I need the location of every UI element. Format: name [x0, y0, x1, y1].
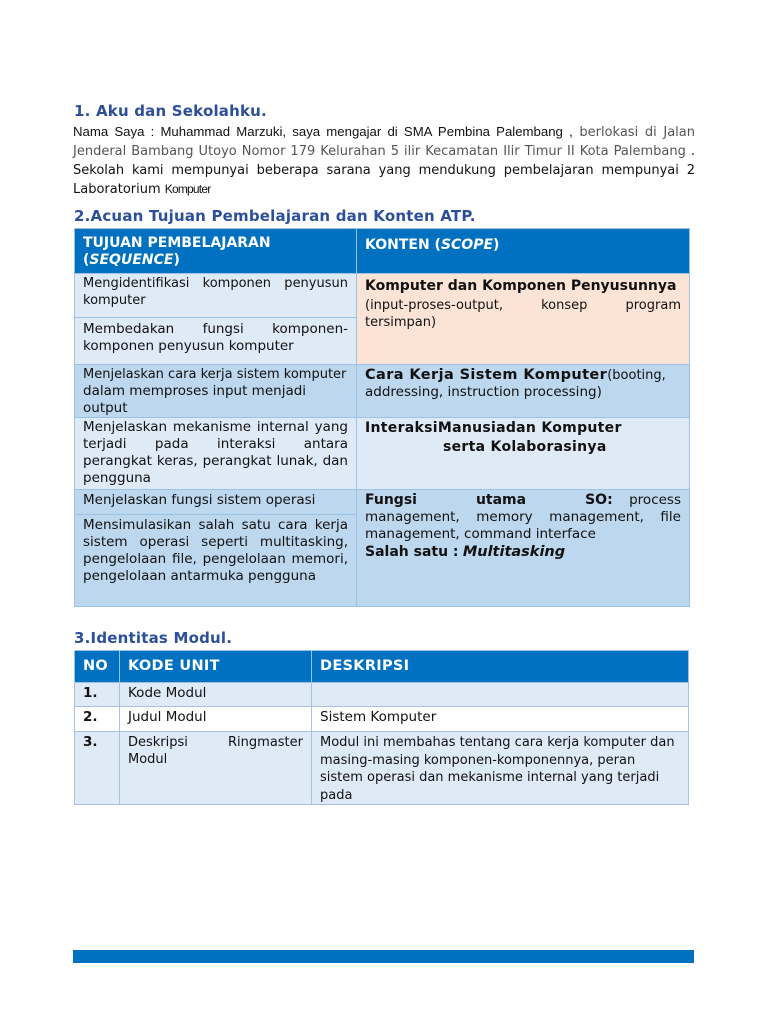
- atp-table: [74, 228, 690, 607]
- intro-text: Nama Saya : Muhammad Marzuki, saya mengajar di SMA Pembina Palembang ,: [73, 124, 573, 139]
- konten-3-text-a: (booting,: [607, 368, 666, 383]
- konten-1-title: Komputer dan Komponen Penyusunnya: [365, 278, 677, 294]
- atp-header-tujuan: TUJUAN PEMBELAJARAN (SEQUENCE): [75, 229, 357, 274]
- atp-header-konten: KONTEN (SCOPE): [357, 229, 690, 274]
- atp-row-5-konten: [357, 490, 690, 607]
- atp-row-1-tujuan: Mengidentifikasi komponen penyusun komputer: [75, 274, 357, 318]
- section-2-heading: 2.Acuan Tujuan Pembelajaran dan Konten ATP.: [74, 207, 476, 225]
- atp-row-3-tujuan: [75, 365, 357, 418]
- atp-row-2-tujuan: Membedakan fungsi komponen-komponen penyusun komputer: [75, 318, 357, 365]
- tujuan-3-line-b: dalam memproses input menjadi output: [83, 383, 307, 416]
- tujuan-3-line-a: Menjelaskan cara kerja sistem komputer: [83, 367, 347, 382]
- konten-5-salah-satu: Salah satu :: [365, 544, 459, 560]
- module-row-desc: Modul ini membahas tentang cara kerja komputer dan masing-masing komponen-komponennya, peran sistem operasi dan mekanisme internal yang terjadi pada: [312, 732, 689, 805]
- konten-4-line-a: InteraksiManusiadan Komputer: [365, 420, 622, 436]
- module-header-kode-unit: KODE UNIT: [120, 651, 312, 683]
- atp-row-3-konten: [357, 365, 690, 418]
- konten-4-line-b: serta Kolaborasinya: [443, 439, 607, 455]
- table-row: [75, 707, 689, 732]
- module-header-no: NO: [75, 651, 120, 683]
- module-header-deskripsi: DESKRIPSI: [312, 651, 689, 683]
- module-row-no: 1.: [75, 683, 120, 707]
- atp-row-5-tujuan: Menjelaskan fungsi sistem operasi: [75, 490, 357, 515]
- section-3-heading: 3.Identitas Modul.: [74, 629, 233, 647]
- module-row-no: 2.: [75, 707, 120, 732]
- school-facilities-text: . Sekolah kami mempunyai beberapa sarana yang mendukung pembelajaran mempunyai 2 Laboratorium: [73, 144, 695, 197]
- section-1-paragraph: [73, 123, 695, 199]
- module-row-no: 3.: [75, 732, 120, 805]
- konten-1-subtitle: (input-proses-output, konsep program tersimpan): [365, 298, 681, 330]
- module-row-unit: Kode Modul: [120, 683, 312, 707]
- module-row-unit: Judul Modul: [120, 707, 312, 732]
- lab-komputer-text: Komputer: [164, 182, 211, 196]
- konten-3-title: Cara Kerja Sistem Komputer: [365, 367, 608, 383]
- atp-row-6-tujuan: Mensimulasikan salah satu cara kerja sistem operasi seperti multitasking, pengelolaan file, pengelolaan memori, pengelolaan antarmuka pengguna: [75, 515, 357, 607]
- module-row-unit: Deskripsi Ringmaster Modul: [120, 732, 312, 805]
- table-row: [75, 683, 689, 707]
- module-row-desc: Sistem Komputer: [312, 707, 689, 732]
- module-row-desc: [312, 683, 689, 707]
- footer-bar: [73, 950, 694, 963]
- konten-5-multitasking: Multitasking: [462, 544, 566, 560]
- atp-row-4-tujuan: Menjelaskan mekanisme internal yang terjadi pada interaksi antara perangkat keras, perangkat lunak, dan pengguna: [75, 418, 357, 490]
- table-row: [75, 732, 689, 805]
- atp-row-4-konten: [357, 418, 690, 490]
- atp-row-1-konten: [357, 274, 690, 365]
- konten-5-text: process management, memory management, file management, command interface: [365, 492, 681, 542]
- school-location-text: berlokasi di Jalan Jenderal Bambang Utoyo Nomor 179 Kelurahan 5 ilir Kecamatan Ilir Timur II Kota Palembang: [73, 125, 695, 159]
- konten-5-title: Fungsi utama SO:: [365, 492, 613, 508]
- section-1-heading: 1. Aku dan Sekolahku.: [74, 102, 267, 120]
- konten-3-text-b: addressing, instruction processing): [365, 384, 602, 400]
- module-table: [74, 650, 689, 805]
